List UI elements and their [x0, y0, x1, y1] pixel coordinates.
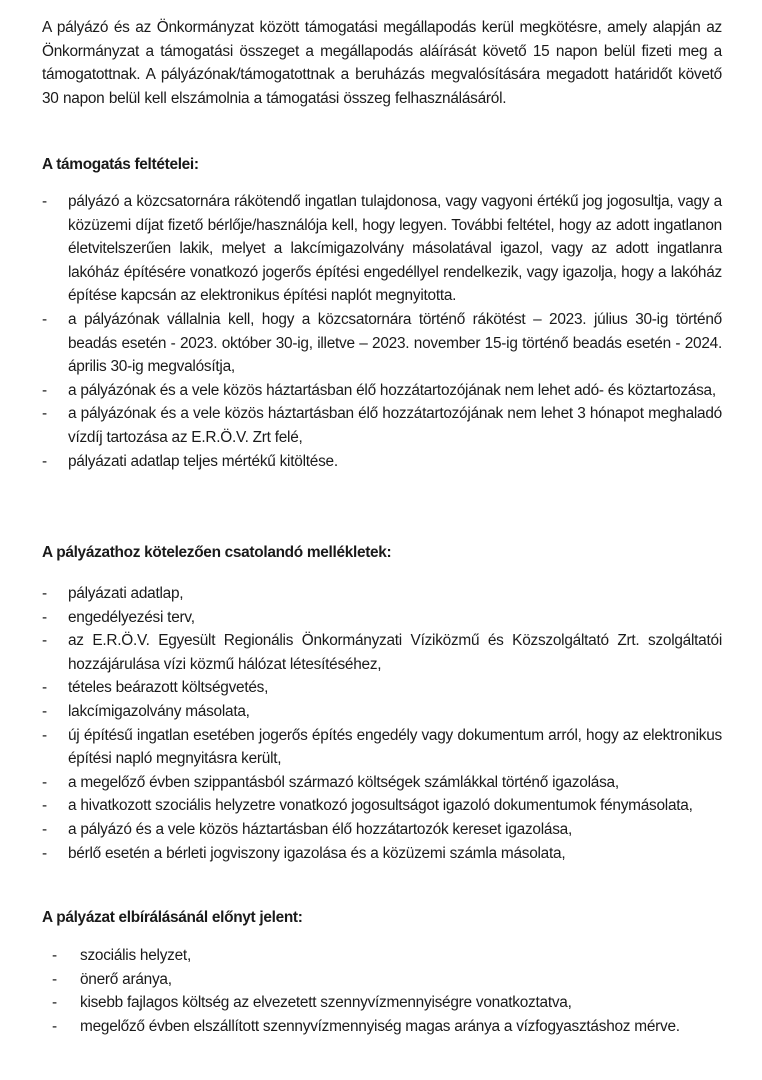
- list-item-text: kisebb fajlagos költség az elvezetett szennyvízmennyiségre vonatkoztatva,: [80, 994, 572, 1012]
- bullet-dash: -: [42, 632, 47, 650]
- bullet-dash: -: [42, 844, 47, 862]
- list-item-text: a pályázónak vállalnia kell, hogy a közcsatornára történő rákötést – 2023. július 30-ig történő beadás esetén - 2023. október 30-ig, illetve – 2023. november 15-ig történő beadás esetén - 2024. április 30-ig megvalósítja,: [68, 310, 722, 376]
- list-item-text: új építésű ingatlan esetében jogerős építés engedély vagy dokumentum arról, hogy az elektronikus építési napló megnyitásra került,: [68, 726, 722, 768]
- bullet-dash: -: [42, 726, 47, 744]
- list-item: [42, 771, 722, 795]
- list-item-text: az E.R.Ö.V. Egyesült Regionális Önkormányzati Víziközmű és Közszolgáltató Zrt. szolgáltatói hozzájárulása vízi közmű hálózat létesítéséhez,: [68, 632, 722, 673]
- list-item: [52, 944, 722, 968]
- bullet-dash: -: [42, 310, 47, 328]
- list-item: [42, 794, 722, 818]
- advantages-list: [52, 944, 722, 1038]
- list-item: [42, 606, 722, 630]
- section-heading-conditions: A támogatás feltételei:: [42, 156, 199, 173]
- bullet-dash: -: [42, 585, 47, 602]
- bullet-dash: -: [42, 679, 47, 697]
- list-item-text: tételes beárazott költségvetés,: [68, 679, 269, 697]
- bullet-dash: -: [42, 820, 47, 838]
- list-item-text: a hivatkozott szociális helyzetre vonatkozó jogosultságot igazoló dokumentumok fénymásolata,: [68, 797, 693, 815]
- list-item-text: pályázati adatlap teljes mértékű kitöltése.: [68, 452, 338, 470]
- conditions-list: [42, 190, 722, 473]
- list-item-text: a pályázó és a vele közös háztartásban élő hozzátartozók kereset igazolása,: [68, 820, 572, 838]
- list-item: [42, 842, 722, 866]
- list-item-text: a megelőző évben szippantásból származó költségek számlákkal történő igazolása,: [68, 773, 619, 791]
- list-item-text: bérlő esetén a bérleti jogviszony igazolása és a közüzemi számla másolata,: [68, 844, 566, 862]
- attachments-list: [42, 582, 722, 865]
- list-item-text: lakcímigazolvány másolata,: [68, 702, 250, 720]
- list-item-text: engedélyezési terv,: [68, 608, 195, 626]
- list-item-text: pályázati adatlap,: [68, 585, 184, 602]
- list-item: [42, 190, 722, 308]
- bullet-dash: -: [42, 773, 47, 791]
- bullet-dash: -: [52, 970, 57, 988]
- bullet-dash: -: [42, 193, 47, 210]
- list-item: [42, 676, 722, 700]
- bullet-dash: -: [42, 381, 47, 399]
- list-item: [42, 450, 722, 474]
- list-item: [42, 700, 722, 724]
- list-item: [42, 308, 722, 379]
- list-item: [52, 991, 722, 1015]
- list-item-text: pályázó a közcsatornára rákötendő ingatlan tulajdonosa, vagy vagyoni értékű jog jogosultja, vagy a közüzemi díjat fizető bérlője/használója kell, hogy legyen. További feltétel, hogy az adott ingatlanon életvitelszerűen lakik, melyet a lakcímigazolvány másolatával igazol, vagy az adott ingatlanra lakóház építésére vonatkozó jogerős építési engedéllyel rendelkezik, vagy igazolja, hogy a lakóház építése kapcsán az elektronikus építési naplót megnyitotta.: [68, 193, 722, 305]
- list-item: [42, 724, 722, 771]
- list-item: [42, 629, 722, 676]
- bullet-dash: -: [42, 608, 47, 626]
- list-item: [42, 379, 722, 403]
- bullet-dash: -: [52, 994, 57, 1012]
- bullet-dash: -: [42, 797, 47, 815]
- bullet-dash: -: [52, 947, 57, 964]
- bullet-dash: -: [42, 702, 47, 720]
- list-item: [52, 968, 722, 992]
- list-item-text: szociális helyzet,: [80, 947, 191, 964]
- list-item: [42, 818, 722, 842]
- bullet-dash: -: [52, 1017, 57, 1035]
- list-item-text: megelőző évben elszállított szennyvízmennyiség magas aránya a vízfogyasztáshoz mérve.: [80, 1017, 680, 1035]
- list-item: [42, 582, 722, 606]
- list-item: [42, 402, 722, 449]
- list-item-text: a pályázónak és a vele közös háztartásban élő hozzátartozójának nem lehet 3 hónapot meghaladó vízdíj tartozása az E.R.Ö.V. Zrt felé,: [68, 405, 722, 446]
- list-item-text: a pályázónak és a vele közös háztartásban élő hozzátartozójának nem lehet adó- és köztartozása,: [68, 381, 716, 399]
- list-item-text: önerő aránya,: [80, 970, 172, 988]
- bullet-dash: -: [42, 405, 47, 423]
- bullet-dash: -: [42, 452, 47, 470]
- list-item: [52, 1015, 722, 1039]
- section-heading-attachments: A pályázathoz kötelezően csatolandó mellékletek:: [42, 544, 392, 561]
- intro-paragraph: A pályázó és az Önkormányzat között támogatási megállapodás kerül megkötésre, amely alapján az Önkormányzat a támogatási összeget a megállapodás aláírását követő 15 napon belül fizeti meg a támogatottnak. A pályázónak/támogatottnak a beruházás megvalósítására megadott határidőt követő 30 napon belül kell elszámolnia a támogatási összeg felhasználásáról.: [42, 19, 722, 107]
- section-heading-advantages: A pályázat elbírálásánál előnyt jelent:: [42, 909, 303, 926]
